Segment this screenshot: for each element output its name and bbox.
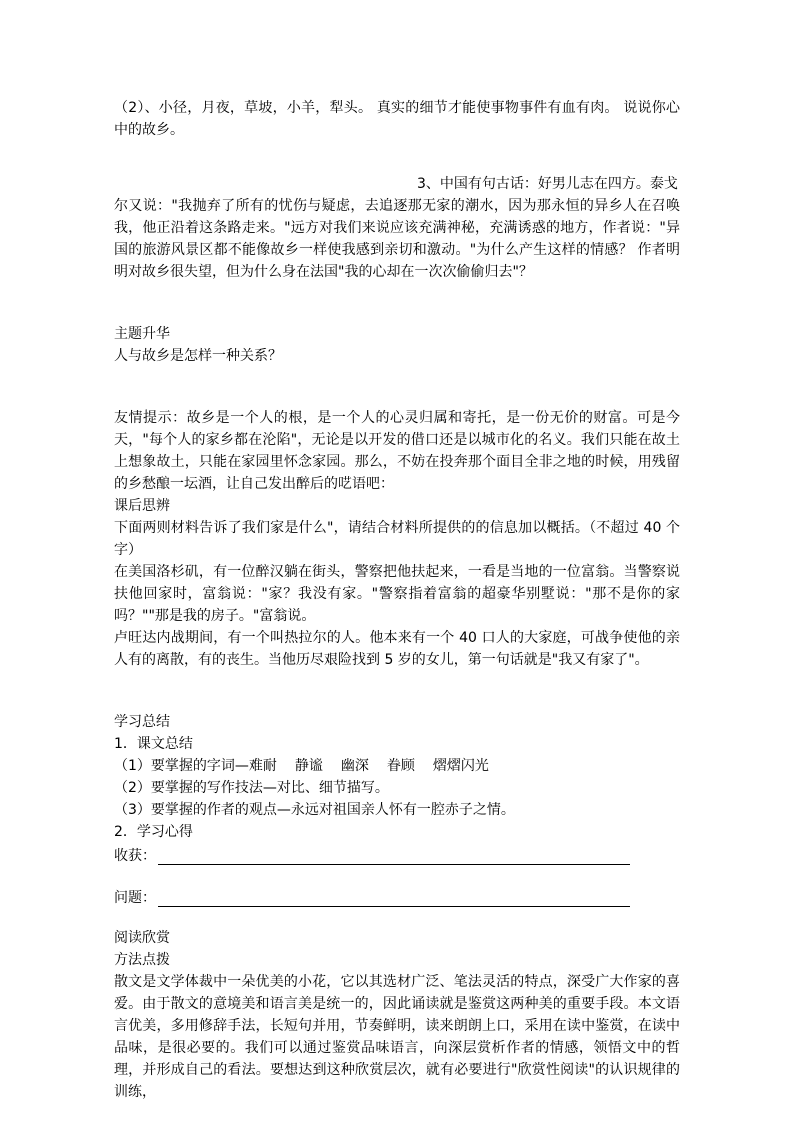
summary-point-1: 1．课文总结 [114,736,193,752]
summary-item-1-prefix: （1）要掌握的字词— [114,758,249,774]
word: 熠熠闪光 [432,758,489,774]
question-3-body: 尔又说："我抛弃了所有的忧伤与疑虑，去追逐那无家的潮水，因为那永恒的异乡人在召唤我，他正沿着这条路走来。"远方对我们来说应该充满神秘，充满诱惑的地方，作者说："异国的旅游风景区都不能像故乡一样使我感到亲切和激动。"为什么产生这样的情感？ 作者明明对故乡很失望，但为什么身在法国"我的心却在一次次偷偷归去"？ [114,198,680,280]
question-2: （2）、小径，月夜，草坡，小羊，犁头。 真实的细节才能使事物事件有血有肉。 说说你心中的故乡。 [114,100,680,138]
theme-question: 人与故乡是怎样一种关系？ [114,348,282,364]
problem-row [114,885,680,907]
theme-heading: 主题升华 [114,326,170,342]
after-class-prompt: 下面两则材料告诉了我们家是什么"，请结合材料所提供的的信息加以概括。（不超过 40 个字） [114,520,680,558]
document-page [114,97,680,1103]
problem-blank-line[interactable] [158,890,630,907]
gain-row [114,843,680,865]
material-2: 卢旺达内战期间，有一个叫热拉尔的人。他本来有一个 40 口人的大家庭，可战争使他的亲人有的离散，有的丧生。当他历尽艰险找到 5 岁的女儿，第一句话就是"我又有家了"。 [114,630,680,668]
problem-label: 问题： [114,890,156,906]
word: 难耐 [248,758,277,774]
summary-point-2: 2．学习心得 [114,824,193,840]
material-1: 在美国洛杉矶，有一位醉汉躺在街头，警察把他扶起来，一看是当地的一位富翁。当警察说扶他回家时，富翁说："家？我没有家。"警察指着富翁的超豪华别墅说："那不是你的家吗？""那是我的房子。"富翁说。 [114,564,680,624]
friendly-tip: 友情提示：故乡是一个人的根，是一个人的心灵归属和寄托，是一份无价的财富。可是今天，"每个人的家乡都在沦陷"，无论是以开发的借口还是以城市化的名义。我们只能在故土上想象故土，只能在家园里怀念家园。那么，不妨在投奔那个面目全非之地的时候，用残留的乡愁酿一坛酒，让自己发出醉后的呓语吧： [114,410,680,492]
reading-subheading: 方法点拨 [114,952,170,968]
gain-label: 收获： [114,848,156,864]
summary-item-2: （2）要掌握的写作技法—对比、细节描写。 [114,780,389,796]
summary-item-1 [114,755,680,777]
word: 静谧 [294,758,323,774]
reading-text: 散文是文学体裁中一朵优美的小花，它以其选材广泛、笔法灵活的特点，深受广大作家的喜爱。由于散文的意境美和语言美是统一的，因此诵读就是鉴赏这两种美的重要手段。本文语言优美，多用修辞手法，长短句并用，节奏鲜明，读来朗朗上口，采用在读中鉴赏，在读中品味，是很必要的。我们可以通过鉴赏品味语言，向深层赏析作者的情感，领悟文中的哲理，并形成自己的看法。要想达到这种欣赏层次，就有必要进行"欣赏性阅读"的认识规律的训练， [114,974,680,1100]
word: 幽深 [340,758,369,774]
summary-item-3: （3）要掌握的作者的观点—永远对祖国亲人怀有一腔赤子之情。 [114,802,515,818]
word: 眷顾 [386,758,415,774]
question-3-lead: 3、中国有句古话：好男儿志在四方。泰戈 [417,176,678,192]
summary-heading: 学习总结 [114,714,170,730]
gain-blank-line[interactable] [158,848,630,865]
reading-heading: 阅读欣赏 [114,930,170,946]
after-class-heading: 课后思辨 [114,498,170,514]
